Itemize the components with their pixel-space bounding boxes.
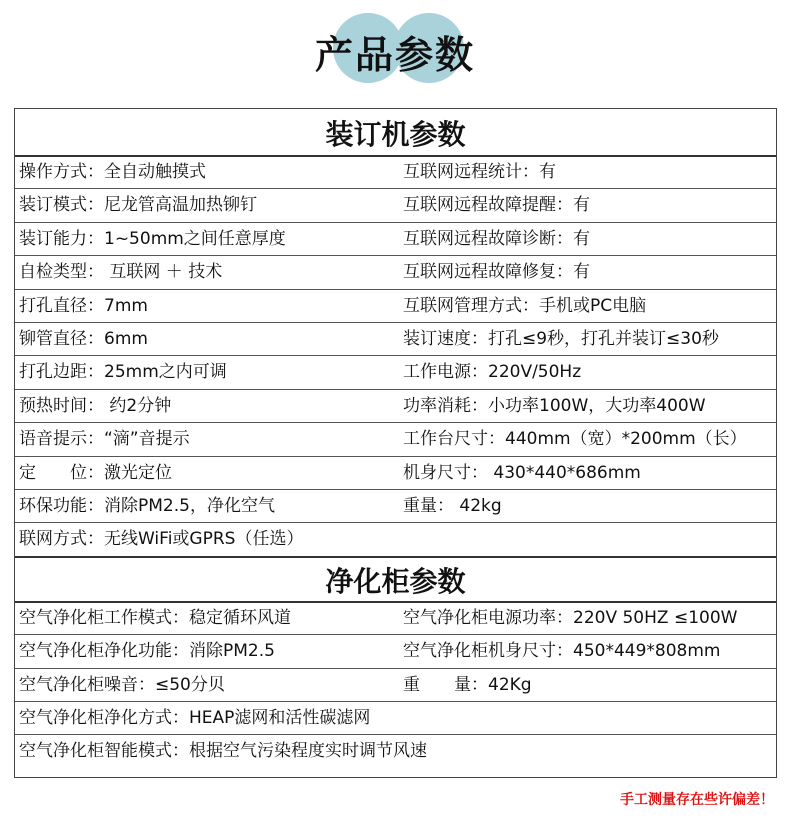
binder-spec-right: 互联网管理方式：手机或PC电脑: [403, 295, 647, 316]
binder-spec-left: 铆管直径：6mm: [19, 329, 148, 349]
page-header: [0, 0, 790, 90]
spec-table: [14, 108, 777, 778]
purifier-spec-right: 空气净化柜电源功率：220V 50HZ ≤100W: [403, 607, 738, 628]
binder-spec-left: 语音提示：“滴”音提示: [19, 429, 190, 450]
page-title: 产品参数: [314, 33, 475, 77]
binder-spec-right: 互联网远程故障提醒：有: [403, 195, 590, 216]
binder-spec-left: 打孔直径：7mm: [19, 295, 148, 316]
row-divider: [15, 222, 776, 223]
purifier-spec-left: 空气净化柜净化功能：消除PM2.5: [19, 641, 275, 662]
row-divider: [15, 601, 776, 603]
binder-spec-left: 装订模式：尼龙管高温加热铆钉: [19, 195, 257, 216]
row-divider: [15, 556, 776, 558]
section-title-binder: 装订机参数: [325, 118, 466, 151]
binder-spec-right: 互联网远程统计：有: [403, 162, 556, 182]
row-divider: [15, 634, 776, 635]
row-divider: [15, 422, 776, 423]
row-divider: [15, 734, 776, 735]
binder-spec-left: 预热时间： 约2分钟: [19, 395, 172, 416]
row-divider: [15, 155, 776, 157]
binder-spec-right: 机身尺寸： 430*440*686mm: [403, 462, 641, 483]
row-divider: [15, 668, 776, 669]
binder-spec-right: 互联网远程故障修复：有: [403, 262, 590, 283]
binder-spec-right: 工作电源：220V/50Hz: [403, 362, 582, 383]
binder-spec-right: 装订速度：打孔≤9秒，打孔并装订≤30秒: [403, 329, 719, 349]
row-divider: [15, 389, 776, 390]
purifier-spec-left: 空气净化柜噪音：≤50分贝: [19, 674, 225, 695]
row-divider: [15, 701, 776, 702]
purifier-spec-left: 空气净化柜智能模式：根据空气污染程度实时调节风速: [19, 741, 427, 762]
binder-spec-left: 环保功能：消除PM2.5，净化空气: [19, 496, 275, 516]
row-divider: [15, 522, 776, 523]
binder-spec-left: 打孔边距：25mm之内可调: [19, 362, 227, 383]
purifier-spec-left: 空气净化柜净化方式：HEAP滤网和活性碳滤网: [19, 708, 371, 728]
purifier-spec-right: 重 量：42Kg: [403, 674, 532, 695]
row-divider: [15, 489, 776, 490]
purifier-spec-left: 空气净化柜工作模式：稳定循环风道: [19, 607, 291, 628]
binder-spec-left: 联网方式：无线WiFi或GPRS（任选）: [19, 529, 304, 550]
row-divider: [15, 289, 776, 290]
binder-spec-right: 功率消耗：小功率100W，大功率400W: [403, 395, 706, 416]
purifier-spec-right: 空气净化柜机身尺寸：450*449*808mm: [403, 641, 721, 662]
binder-spec-left: 装订能力：1~50mm之间任意厚度: [19, 228, 286, 249]
row-divider: [15, 322, 776, 323]
binder-spec-right: 互联网远程故障诊断：有: [403, 228, 590, 249]
binder-spec-left: 定 位：激光定位: [19, 462, 172, 483]
binder-spec-right: 工作台尺寸：440mm（宽）*200mm（长）: [403, 429, 747, 450]
row-divider: [15, 355, 776, 356]
measurement-note: 手工测量存在些许偏差！: [620, 792, 774, 808]
binder-spec-left: 自检类型： 互联网 ＋ 技术: [19, 262, 223, 283]
row-divider: [15, 255, 776, 256]
binder-spec-left: 操作方式：全自动触摸式: [19, 162, 206, 182]
row-divider: [15, 188, 776, 189]
row-divider: [15, 456, 776, 457]
binder-spec-right: 重量： 42kg: [403, 496, 502, 516]
section-title-purifier: 净化柜参数: [325, 564, 466, 598]
